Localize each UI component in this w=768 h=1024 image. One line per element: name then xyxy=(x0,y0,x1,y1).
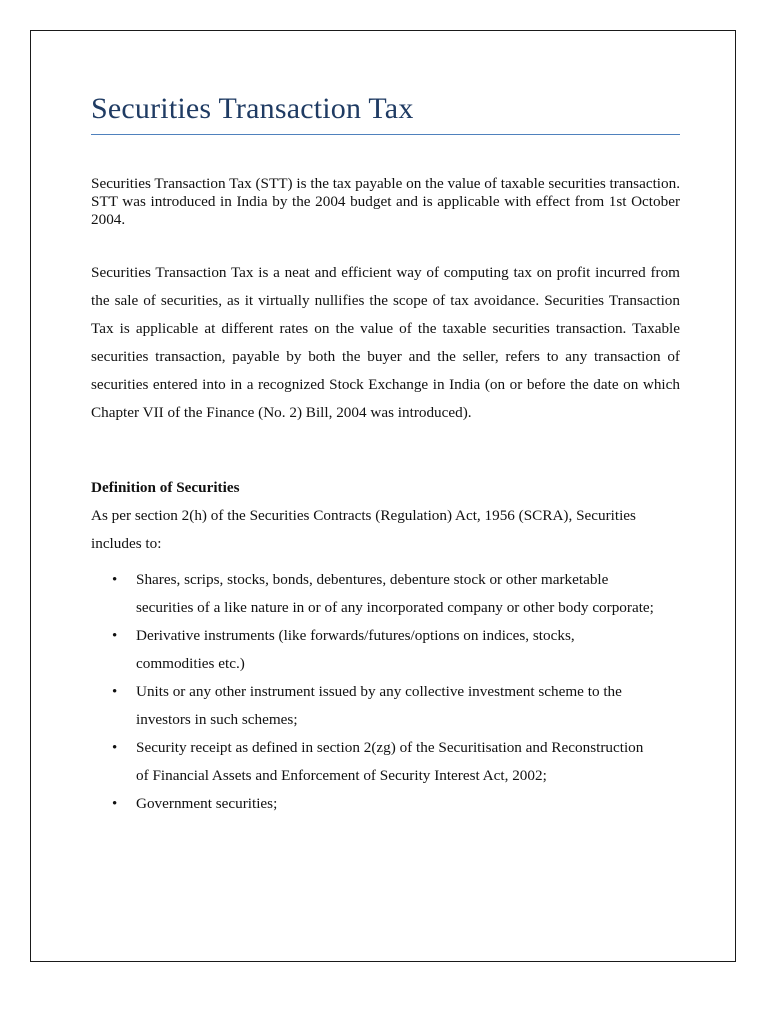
explanation-paragraph: Securities Transaction Tax is a neat and efficient way of computing tax on profit incurred from the sale of securities, as it virtually nullifies the scope of tax avoidance. Securities Transaction Tax is applicable at different rates on the value of the taxable securities transaction. Taxable securities transaction, payable by both the buyer and the seller, refers to any transaction of securities entered into in a recognized Stock Exchange in India (on or before the date on which Chapter VII of the Finance (No. 2) Bill, 2004 was introduced). xyxy=(91,264,680,421)
bullet-icon: • xyxy=(112,628,118,644)
list-item xyxy=(91,678,656,734)
section-heading: Definition of Securities xyxy=(91,479,240,496)
section-intro: As per section 2(h) of the Securities Contracts (Regulation) Act, 1956 (SCRA), Securities includes to: xyxy=(91,507,636,552)
intro-paragraph: Securities Transaction Tax (STT) is the tax payable on the value of taxable securities transaction. STT was introduced in India by the 2004 budget and is applicable with effect from 1st October 2004. xyxy=(91,175,680,228)
list-item-text: Shares, scrips, stocks, bonds, debentures, debenture stock or other marketable securities of a like nature in or of any incorporated company or other body corporate; xyxy=(136,571,654,616)
title-underline-rule xyxy=(91,134,680,135)
list-item xyxy=(91,566,656,622)
list-item-text: Derivative instruments (like forwards/futures/options on indices, stocks, commodities etc.) xyxy=(136,627,575,672)
page-title: Securities Transaction Tax xyxy=(91,92,414,125)
list-item-text: Security receipt as defined in section 2(zg) of the Securitisation and Reconstruction of Financial Assets and Enforcement of Security Interest Act, 2002; xyxy=(136,739,644,784)
list-item xyxy=(91,734,656,790)
list-item xyxy=(91,622,656,678)
list-item-text: Government securities; xyxy=(136,795,278,812)
document-page xyxy=(30,30,736,962)
list-item-text: Units or any other instrument issued by any collective investment scheme to the investors in such schemes; xyxy=(136,683,622,728)
securities-list xyxy=(91,566,680,818)
bullet-icon: • xyxy=(112,796,118,812)
bullet-icon: • xyxy=(112,572,118,588)
bullet-icon: • xyxy=(112,684,118,700)
bullet-icon: • xyxy=(112,740,118,756)
list-item xyxy=(91,790,656,818)
